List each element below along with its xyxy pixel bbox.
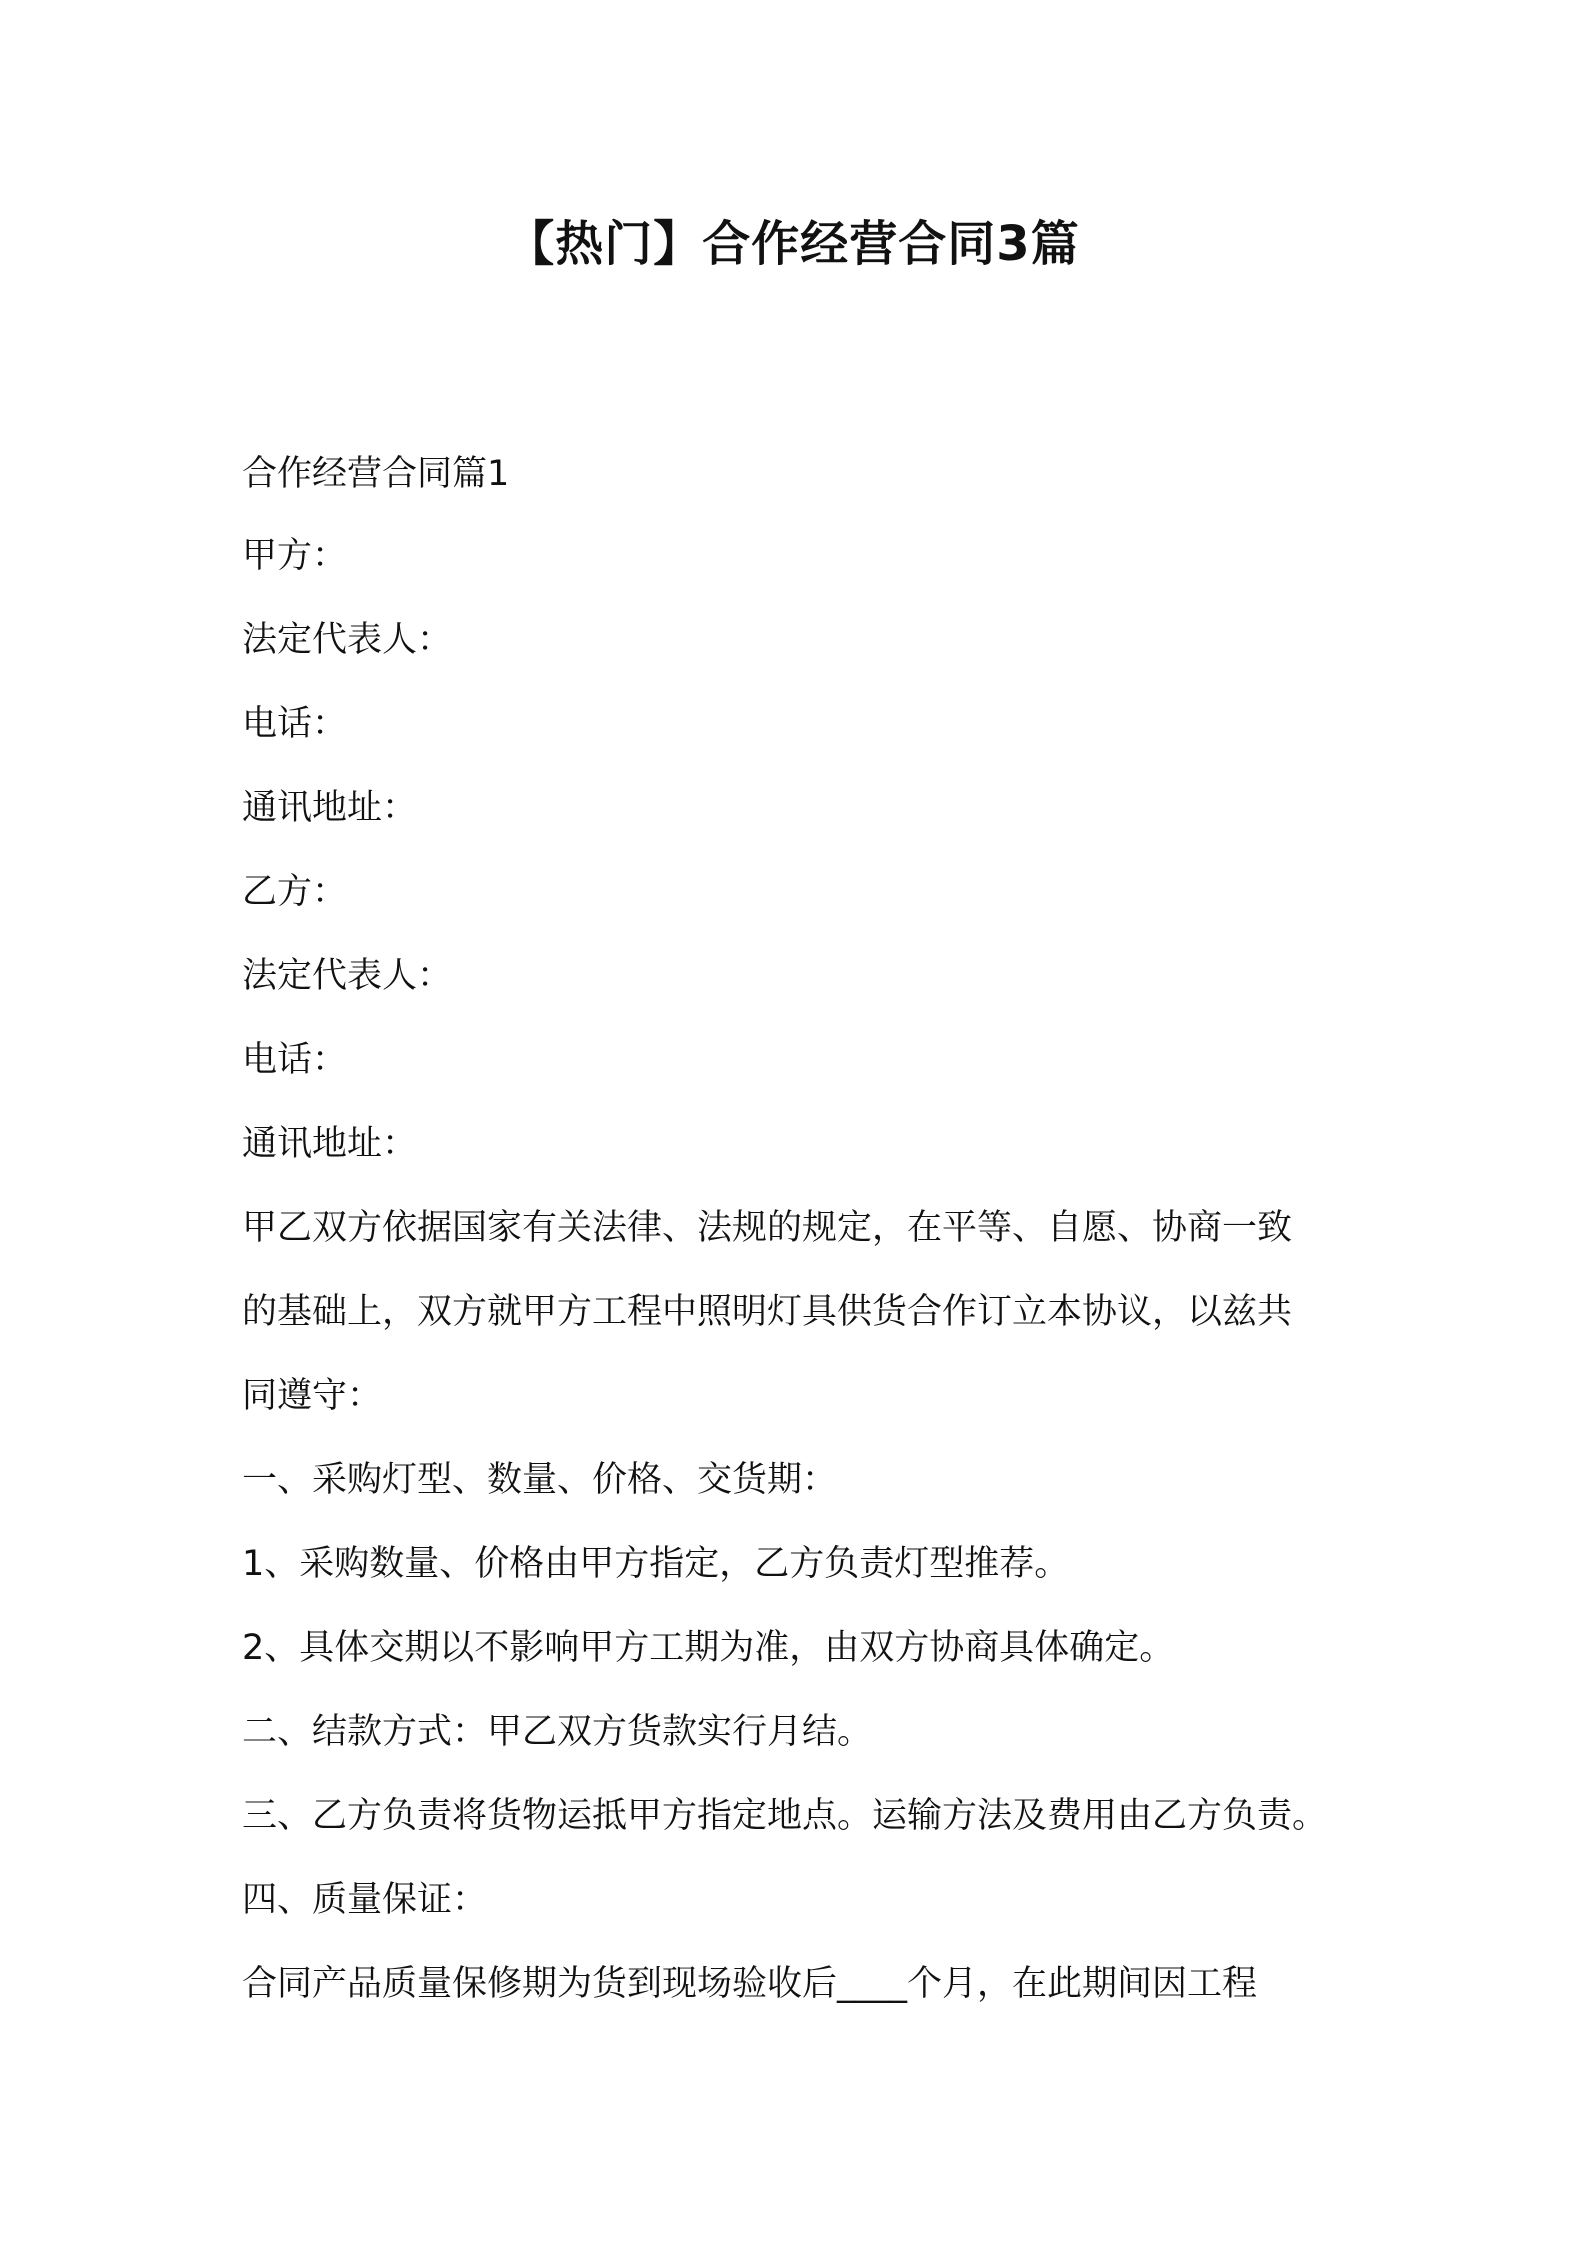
clause-1-item-1: 1、采购数量、价格由甲方指定，乙方负责灯型推荐。 — [242, 1544, 1070, 1584]
clause-4-text: 合同产品质量保修期为货到现场验收后____个月，在此期间因工程 — [242, 1964, 1258, 2004]
intro-line: 同遵守： — [242, 1376, 383, 1416]
document-title: 【热门】合作经营合同3篇 — [506, 216, 1080, 272]
party-a-phone: 电话： — [242, 704, 348, 744]
clause-4-heading: 四、质量保证： — [242, 1880, 488, 1920]
section-title: 合作经营合同篇1 — [242, 454, 510, 494]
intro-paragraph — [242, 1204, 1352, 1420]
clause-1-heading: 一、采购灯型、数量、价格、交货期： — [242, 1460, 838, 1500]
party-b-representative: 法定代表人： — [242, 956, 453, 996]
party-b-label: 乙方： — [242, 872, 348, 912]
party-a-label: 甲方： — [242, 536, 348, 576]
party-a-representative: 法定代表人： — [242, 620, 453, 660]
clause-1-item-2: 2、具体交期以不影响甲方工期为准，由双方协商具体确定。 — [242, 1628, 1175, 1668]
document-body — [242, 450, 1352, 2044]
party-a-address: 通讯地址： — [242, 788, 418, 828]
intro-line: 的基础上，双方就甲方工程中照明灯具供货合作订立本协议，以兹共 — [242, 1292, 1293, 1332]
clause-3: 三、乙方负责将货物运抵甲方指定地点。运输方法及费用由乙方负责。 — [242, 1796, 1328, 1836]
party-b-phone: 电话： — [242, 1040, 348, 1080]
party-b-address: 通讯地址： — [242, 1124, 418, 1164]
clause-2: 二、结款方式：甲乙双方货款实行月结。 — [242, 1712, 873, 1752]
intro-line: 甲乙双方依据国家有关法律、法规的规定，在平等、自愿、协商一致 — [242, 1208, 1293, 1248]
